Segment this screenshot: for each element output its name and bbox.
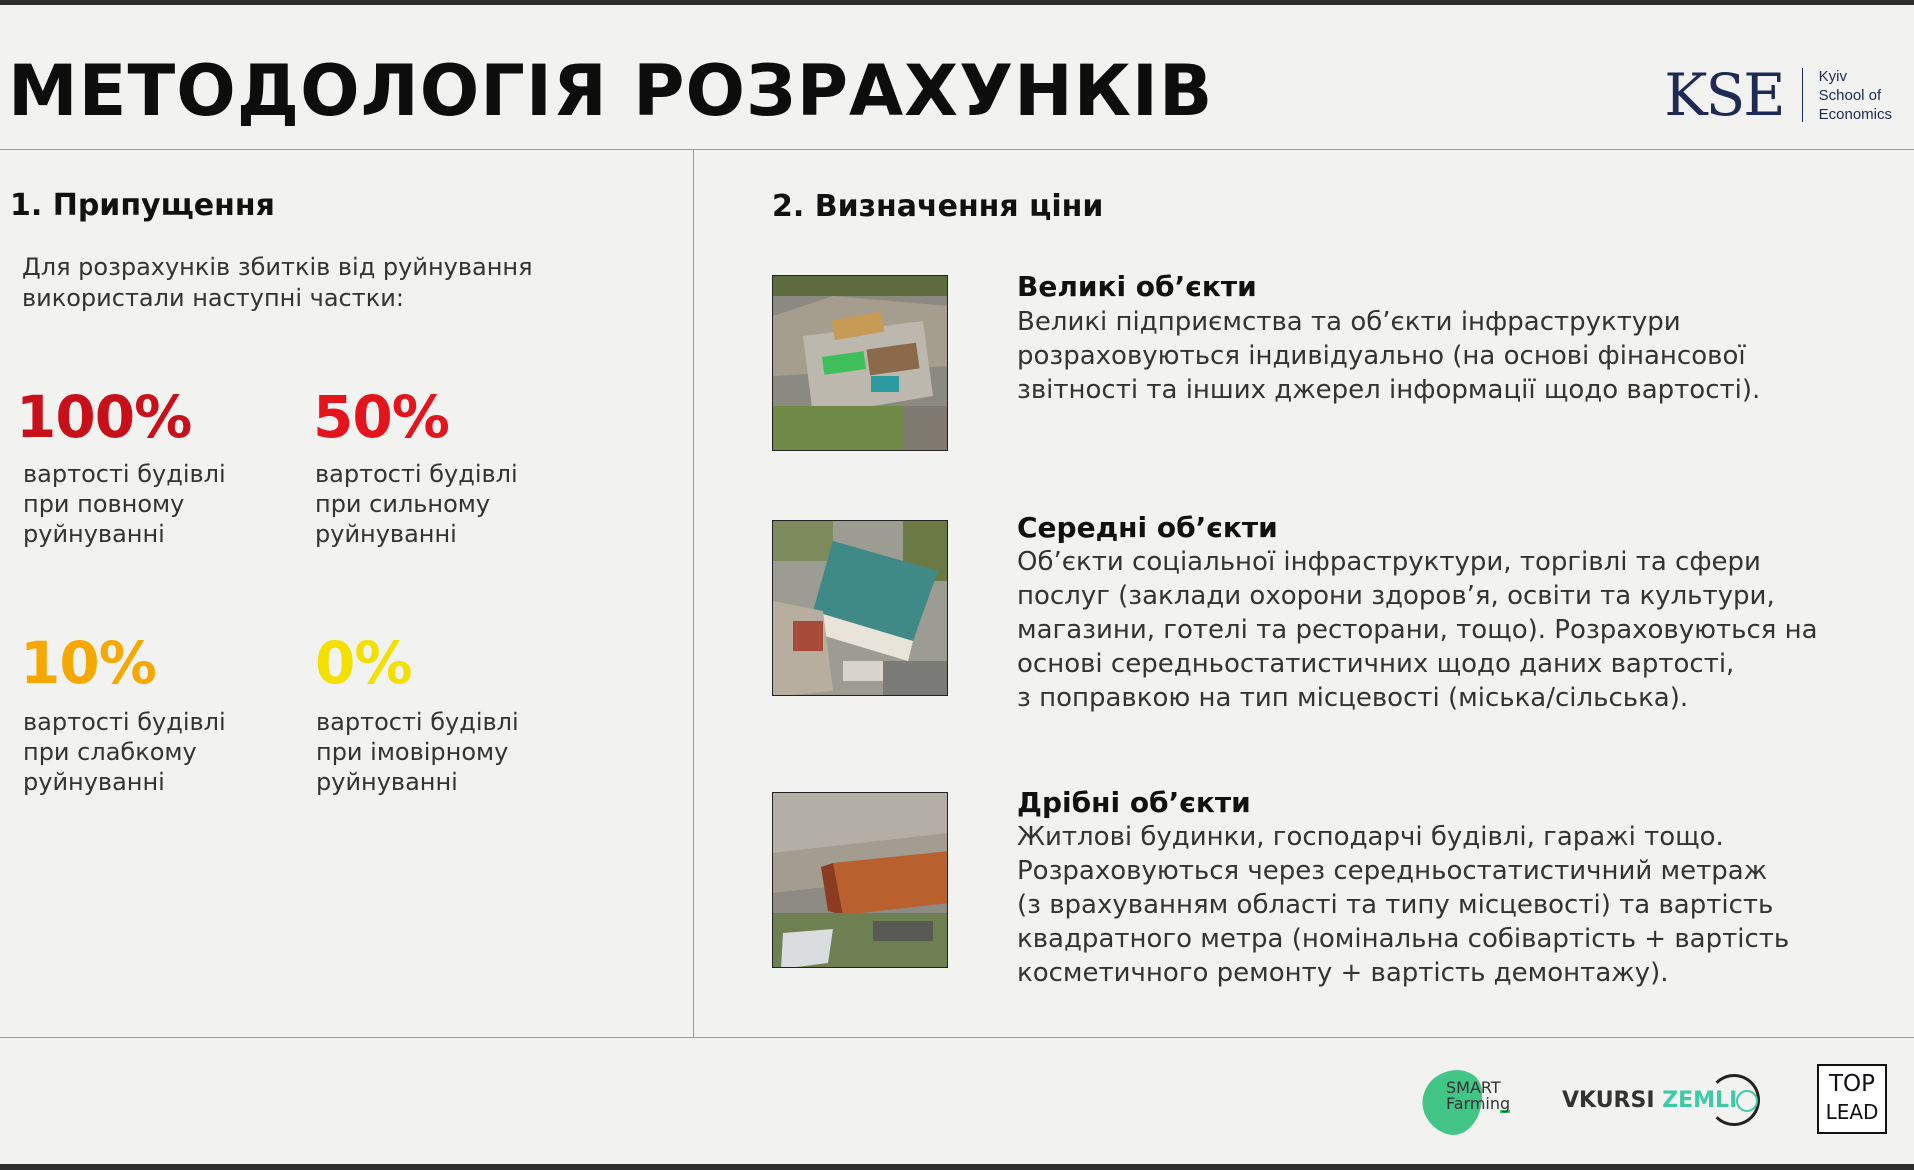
smart-farming-line: Farming bbox=[1446, 1094, 1511, 1113]
kse-logo-subtitle bbox=[1819, 67, 1892, 124]
share-desc-line: руйнуванні bbox=[315, 520, 457, 548]
smart-farming-text bbox=[1446, 1080, 1510, 1112]
desc-line: з поправкою на тип місцевості (міська/сільська). bbox=[1017, 683, 1689, 713]
kse-logo-line: School of bbox=[1818, 86, 1882, 104]
desc-line: послуг (заклади охорони здоров’я, освіти та культури, bbox=[1017, 581, 1775, 611]
vkursi-text: VKURSI bbox=[1562, 1088, 1663, 1113]
share-desc-line: вартості будівлі bbox=[23, 708, 226, 736]
share-desc-probable bbox=[316, 707, 586, 797]
page-title: МЕТОДОЛОГІЯ РОЗРАХУНКІВ bbox=[8, 50, 1214, 132]
share-desc-light bbox=[23, 707, 293, 797]
desc-line: Об’єкти соціальної інфраструктури, торгівлі та сфери bbox=[1017, 547, 1761, 577]
footer-divider bbox=[0, 1037, 1914, 1038]
kse-logo-divider bbox=[1802, 68, 1803, 122]
share-desc-line: руйнуванні bbox=[23, 768, 165, 796]
header-divider bbox=[0, 149, 1914, 150]
share-value-severe: 50% bbox=[313, 383, 449, 451]
small-objects-desc bbox=[1017, 820, 1877, 990]
desc-line: Розраховуються через середньостатистичний метраж bbox=[1017, 856, 1768, 886]
medium-objects-title: Середні об’єкти bbox=[1017, 511, 1278, 544]
smart-farming-logo bbox=[1412, 1062, 1522, 1142]
share-value-full: 100% bbox=[16, 383, 192, 451]
kse-logo-mark: KSE bbox=[1664, 61, 1784, 129]
large-objects-desc bbox=[1017, 305, 1877, 407]
assumptions-intro: Для розрахунків збитків від руйнування використали наступні частки: bbox=[22, 253, 533, 312]
desc-line: квадратного метра (номінальна собівартість + вартість bbox=[1017, 924, 1790, 954]
share-desc-line: вартості будівлі bbox=[23, 460, 226, 488]
zemli-text: ZEMLI bbox=[1662, 1088, 1738, 1113]
desc-line: косметичного ремонту + вартість демонтажу). bbox=[1017, 958, 1669, 988]
top-lead-logo bbox=[1817, 1064, 1887, 1134]
top-lead-line: TOP bbox=[1828, 1071, 1876, 1097]
smart-farming-line: SMART bbox=[1446, 1078, 1501, 1097]
share-desc-severe bbox=[315, 459, 585, 549]
share-desc-full bbox=[23, 459, 293, 549]
pricing-title: 2. Визначення ціни bbox=[772, 189, 1104, 224]
share-desc-line: вартості будівлі bbox=[315, 460, 518, 488]
vkursi-zemli-logo bbox=[1560, 1070, 1770, 1132]
desc-line: звітності та інших джерел інформації щодо вартості). bbox=[1017, 375, 1761, 405]
top-border bbox=[0, 0, 1914, 5]
desc-line: основі середньостатистичних щодо даних вартості, bbox=[1017, 649, 1735, 679]
share-desc-line: при слабкому bbox=[23, 738, 197, 766]
large-objects-title: Великі об’єкти bbox=[1017, 270, 1257, 303]
assumptions-title: 1. Припущення bbox=[10, 188, 275, 223]
desc-line: магазини, готелі та ресторани, тощо). Розраховуються на bbox=[1017, 615, 1818, 645]
share-desc-line: при сильному bbox=[315, 490, 491, 518]
medium-objects-photo bbox=[772, 520, 948, 696]
small-objects-photo bbox=[772, 792, 948, 968]
desc-line: розраховуються індивідуально (на основі фінансової bbox=[1017, 341, 1746, 371]
medium-objects-desc bbox=[1017, 545, 1877, 715]
kse-logo-line: Kyiv bbox=[1818, 67, 1847, 85]
share-value-light: 10% bbox=[20, 629, 156, 697]
share-desc-line: руйнуванні bbox=[23, 520, 165, 548]
share-value-probable: 0% bbox=[315, 629, 412, 697]
share-desc-line: вартості будівлі bbox=[316, 708, 519, 736]
share-desc-line: при повному bbox=[23, 490, 185, 518]
desc-line: Житлові будинки, господарчі будівлі, гаражі тощо. bbox=[1017, 822, 1724, 852]
share-desc-line: руйнуванні bbox=[316, 768, 458, 796]
vkursi-zemli-text bbox=[1562, 1088, 1737, 1113]
kse-logo-line: Economics bbox=[1818, 105, 1892, 123]
small-objects-title: Дрібні об’єкти bbox=[1017, 786, 1251, 819]
kse-logo bbox=[1664, 61, 1892, 129]
desc-line: (з врахуванням області та типу місцевості) та вартість bbox=[1017, 890, 1774, 920]
share-desc-line: при імовірному bbox=[316, 738, 509, 766]
large-objects-photo bbox=[772, 275, 948, 451]
desc-line: Великі підприємства та об’єкти інфраструктури bbox=[1017, 307, 1681, 337]
top-lead-line: LEAD bbox=[1825, 1100, 1879, 1124]
column-divider bbox=[693, 150, 694, 1037]
bottom-border bbox=[0, 1164, 1914, 1170]
globe-icon bbox=[1736, 1090, 1758, 1112]
